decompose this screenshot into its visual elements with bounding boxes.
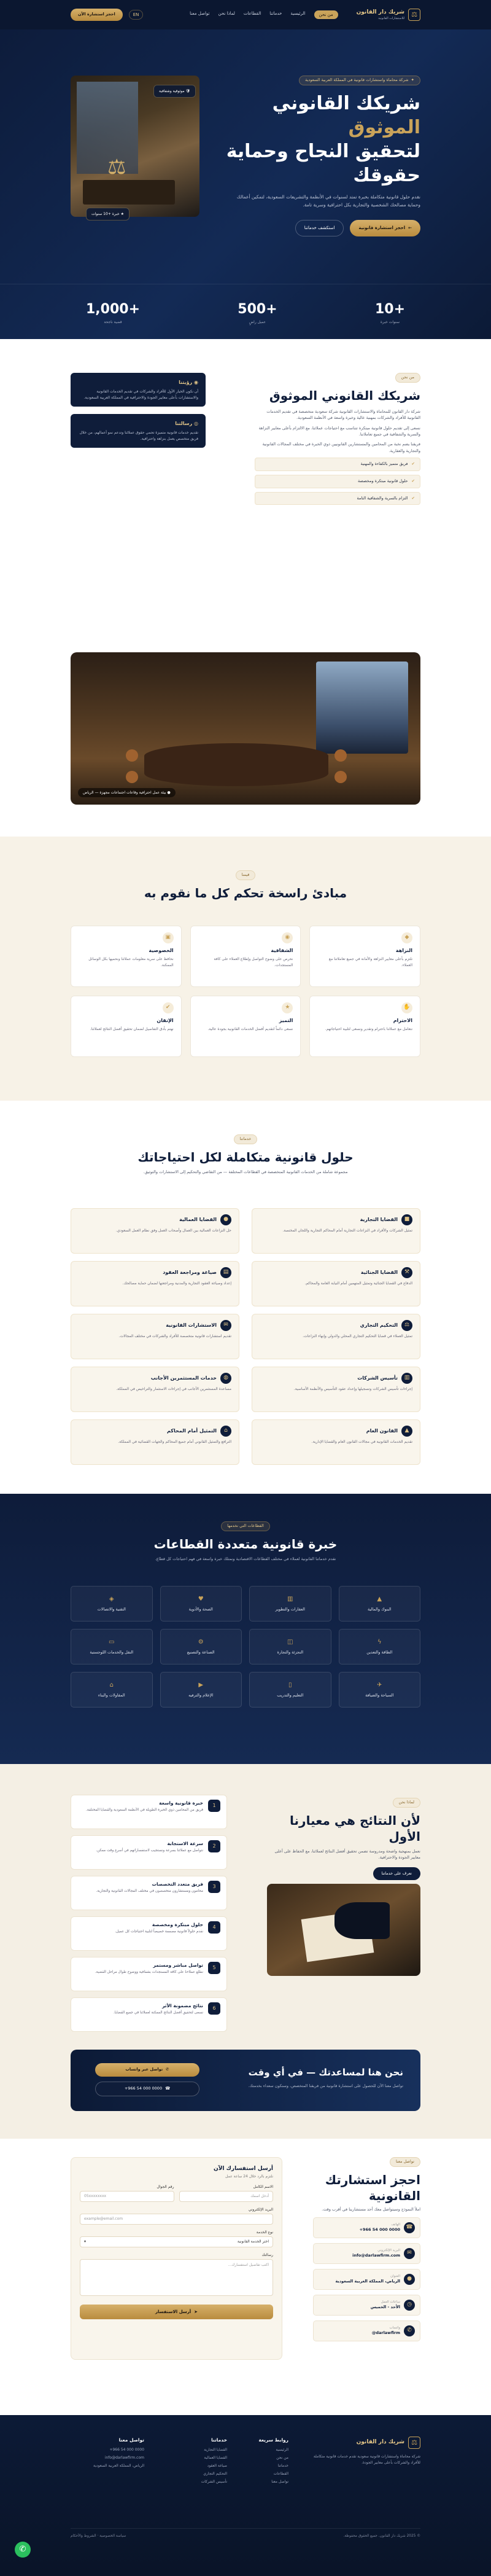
cta-section [0,2034,491,2139]
step-number: 6 [208,2002,220,2015]
whatsapp-icon: ✆ [19,2545,26,2555]
footer-link[interactable]: القضايا التجارية [204,2448,227,2453]
services-title: حلول قانونية متكاملة لكل احتياجاتك [137,1149,354,1165]
footer-link[interactable]: التحكيم التجاري [203,2472,227,2476]
nav-link-services[interactable]: خدماتنا [269,10,282,16]
step-desc: فريق من المحامين ذوي الخبرة الطويلة في الأنظمة السعودية والقضايا المختلفة. [86,1808,203,1813]
hero-section [0,29,491,339]
stat-label: سنوات خبرة [380,319,400,324]
mail-icon: ✉ [404,2248,415,2259]
sector-card [249,1586,331,1622]
whatsapp-float-button[interactable] [15,2542,31,2558]
footer-col-title: تواصل معنا [118,2437,144,2443]
book-icon: ▯ [288,1682,292,1689]
email-input[interactable]: example@email.com [80,2214,273,2225]
vision-text: أن نكون الخيار الأول للأفراد والشركات في تقديم الخدمات القانونية والاستشارات بأعلى معايير الجودة والاحترافية في المملكة العربية السعودية. [83,389,198,400]
brand-tagline: للاستشارات القانونية [378,17,404,20]
principle-title: التميز [279,1018,293,1023]
principles-grid [71,926,420,1057]
service-desc: تمثيل الشركات والأفراد في النزاعات التجارية أمام المحاكم التجارية واللجان المختصة. [282,1228,412,1233]
step-title: سرعة الاستجابة [167,1841,203,1846]
eye-icon: ◉ [194,380,198,385]
stats-row [0,284,491,339]
nav-links [190,10,338,20]
landmark-icon: ▲ [401,1426,412,1437]
check-circle-icon: ✔ [163,1002,174,1013]
clock-icon: ◷ [404,2300,415,2311]
explore-services-button[interactable]: استكشف خدماتنا [295,220,344,236]
service-card[interactable] [252,1314,420,1359]
principle-desc: نسعى دائماً لتقديم أفضل الخدمات القانونية بجودة عالية. [207,1027,293,1031]
sector-card [339,1629,421,1665]
step-number: 2 [208,1840,220,1852]
sector-label: الصناعة والتصنيع [187,1650,215,1655]
check-item [255,475,420,488]
check-text: حلول قانونية مبتكرة ومخصصة [358,478,408,483]
service-card[interactable] [71,1367,239,1412]
whatsapp-icon: ✆ [166,2067,169,2072]
call-button-label: +966 54 000 0000 [124,2085,163,2091]
principles-section [0,837,491,1101]
footer-link[interactable]: صياغة العقود [207,2464,227,2469]
sector-card [160,1672,242,1708]
info-key: العنوان [390,2274,400,2279]
footer-bottom-bar [71,2528,420,2539]
contact-info-phone[interactable] [313,2217,420,2238]
star-icon: ★ [282,1002,293,1013]
step-number: 1 [208,1800,220,1812]
sector-label: العقارات والتطوير [275,1607,305,1612]
brand-name: شريك دار القانون [356,9,404,15]
sectors-section [0,1494,491,1764]
boardroom-image [71,652,420,805]
phone-label: رقم الجوال [157,2184,174,2189]
footer-link[interactable]: القضايا العمالية [204,2456,227,2461]
contact-info-email[interactable] [313,2243,420,2264]
building-icon: ▥ [401,1373,412,1384]
step-desc: نسعى لتحقيق أفضل النتائج الممكنة لعملائنا في جميع القضايا. [113,2011,203,2015]
hero-title-part-1: شريكك القانوني [272,92,420,114]
principle-desc: نتعامل مع عملائنا باحترام وتقدير ونسعى لتلبية احتياجاتهم. [325,1027,412,1031]
step-title: خبرة قانونية واسعة [159,1800,203,1806]
footer-link[interactable]: خدماتنا [277,2464,288,2469]
step-item [71,1957,227,1991]
service-title: التمثيل أمام المحاكم [167,1428,217,1434]
step-number: 5 [208,1962,220,1974]
about-paragraph-1: شركة دار القانون للمحاماة والاستشارات القانونية شركة سعودية متخصصة في تقديم الخدمات القانونية للأفراد والشركات بمهنية عالية وخبرة واسعة في الأنظمة السعودية. [266,408,420,421]
brand-logo[interactable] [357,9,420,21]
principle-title: الاحترام [393,1018,412,1023]
cta-banner [71,2050,420,2111]
step-item [71,1876,227,1910]
principle-desc: نهتم بأدق التفاصيل لضمان تحقيق أفضل النتائج لعملائنا. [90,1027,174,1031]
chip-icon: ◈ [109,1596,114,1603]
contact-info-address [313,2269,420,2290]
location-pin-icon: ● [404,2274,415,2285]
lock-icon: ▣ [163,932,174,943]
stat-label: عميل راضٍ [249,319,266,324]
copyright: © 2025 شريك دار القانون. جميع الحقوق محفوظة. [343,2534,420,2539]
cart-icon: ◫ [287,1639,293,1646]
building-icon: ▥ [287,1596,293,1603]
footer-services [172,2437,227,2487]
principle-card [71,996,182,1057]
principle-card [309,926,420,987]
hero-pill [299,76,420,85]
sector-label: البنوك والمالية [367,1607,392,1612]
step-item [71,1997,227,2032]
principle-card [190,996,301,1057]
stat-item [86,299,140,325]
service-card[interactable] [71,1208,239,1254]
book-consultation-button[interactable] [350,220,420,236]
email-label: البريد الإلكتروني [248,2207,273,2212]
sectors-subtitle: نقدم خدماتنا القانونية لعملاء في مختلف القطاعات الاقتصادية ونمتلك خبرة واسعة في فهم احتياجات كل قطاع. [155,1556,336,1561]
phone-input[interactable]: 05xxxxxxxx [80,2191,174,2202]
mission-text: تقديم خدمات قانونية متميزة تحمي حقوق عملائنا وتدعم نمو أعمالهم، من خلال فريق متخصص يعمل بنزاهة واحترافية. [79,431,198,441]
vision-card [71,373,206,407]
service-card[interactable] [252,1208,420,1254]
briefcase-icon: ■ [401,1214,412,1225]
contact-info-whatsapp[interactable] [313,2320,420,2341]
info-value: الأحد - الخميس [370,2305,400,2310]
service-title: خدمات المستثمرين الأجانب [150,1375,217,1381]
scales-icon: ⚖ [408,2437,420,2449]
service-desc: مساعدة المستثمرين الأجانب في إجراءات الاستثمار والتراخيص في المملكة. [116,1387,231,1391]
service-card[interactable] [252,1419,420,1465]
services-grid [71,1208,420,1465]
principle-card [71,926,182,987]
services-subtitle: مجموعة شاملة من الخدمات القانونية المتخصصة في القطاعات المختلفة — من التقاضي والتحكيم إلى الاستشارات والتوثيق. [143,1169,348,1174]
check-item [255,492,420,505]
legal-links[interactable]: سياسة الخصوصية · الشروط والأحكام [71,2534,126,2539]
footer [0,2415,491,2576]
cta-description: تواصل معنا الآن للحصول على استشارة قانونية من فريقنا المتخصص، وسنكون سعداء بخدمتك. [248,2083,403,2088]
trust-badge-text: موثوقية وشفافية [159,89,185,93]
principle-title: الإتقان [157,1018,174,1023]
nav-link-contact[interactable]: تواصل معنا [190,10,210,16]
send-icon: ➤ [194,2309,198,2314]
scales-icon: ⚖ [401,1320,412,1331]
stat-number: +500 [238,301,277,317]
step-item [71,1795,227,1829]
step-title: فريق متعدد التخصصات [152,1881,203,1887]
footer-contact-item: الرياض، المملكة العربية السعودية [93,2464,144,2469]
scales-of-justice-icon: ⚖ [107,155,126,179]
service-card[interactable] [71,1261,239,1306]
boardroom-section [0,646,491,837]
film-icon: ▶ [198,1682,204,1689]
trust-badge [153,85,196,98]
info-key: ساعات العمل [381,2300,400,2305]
top-navbar [0,0,491,29]
about-pill: من نحن [395,373,420,383]
stat-item [238,299,277,325]
phone-icon: ☎ [404,2222,415,2233]
truck-icon: ▭ [109,1639,115,1646]
principles-pill: قيمنا [236,870,256,880]
sector-label: المقاولات والبناء [98,1693,125,1698]
nav-link-why[interactable]: لماذا نحن [218,10,235,16]
arrow-left-icon: ← [408,225,412,231]
users-icon: ● [220,1214,231,1225]
stat-label: قضية ناجحة [104,319,122,324]
learn-services-button[interactable]: تعرف على خدماتنا [373,1867,421,1881]
scales-icon: ⚖ [408,9,420,21]
signing-document-image [267,1884,420,1976]
principle-desc: نحافظ على سرية معلومات عملائنا ونحميها بكل الوسائل الممكنة. [88,957,174,967]
hero-description: نقدم حلول قانونية متكاملة بخبرة تمتد لسنوات في الأنظمة والتشريعات السعودية، لتمكين أعمالك وحماية مصالحك الشخصية والتجارية بكل احترافية وسرية تامة. [236,193,420,208]
step-item [71,1916,227,1951]
court-icon: ⌂ [220,1426,231,1437]
step-title: تواصل مباشر ومستمر [153,1962,203,1968]
sector-card [71,1586,153,1622]
chevron-down-icon: ▾ [84,2239,87,2244]
submit-button[interactable] [80,2305,273,2320]
contact-description: املأ النموذج وسيتواصل معك أحد مستشارينا في أقرب وقت. [322,2206,420,2212]
check-icon: ✔ [411,461,415,467]
eye-icon: ◉ [282,932,293,943]
principle-title: الشفافية [271,948,293,953]
info-key: الهاتف [391,2223,400,2227]
message-label: رسالتك [261,2252,273,2257]
service-select-value: اختر الخدمة القانونية [237,2239,269,2244]
check-icon: ✔ [411,478,415,483]
whatsapp-icon: ✆ [404,2325,415,2336]
check-item [255,458,420,471]
step-title: نتائج مضمونة الأثر [162,2003,203,2008]
service-title: تأسيس الشركات [357,1375,398,1381]
service-card[interactable] [252,1261,420,1306]
principle-title: الخصوصية [149,948,174,953]
footer-brand-name: شريك دار القانون [356,2439,404,2446]
globe-icon: ◍ [220,1373,231,1384]
info-key: واتساب [389,2326,400,2330]
sector-label: السياحة والضيافة [365,1693,394,1698]
award-icon: ★ [120,212,125,216]
service-title: القضايا الجنائية [360,1270,398,1275]
cta-title: نحن هنا لمساعدتك — في أي وقت [248,2067,403,2078]
about-paragraph-3: فريقنا يضم نخبة من المحامين والمستشارين القانونيين ذوي الخبرة في مختلف المجالات القانونية والتجارية والعقارية. [262,442,420,453]
sector-label: التجزئة والتجارة [277,1650,303,1655]
whatsapp-button[interactable] [95,2063,199,2077]
service-card[interactable] [252,1367,420,1412]
check-icon: ✔ [411,495,415,501]
service-desc: تمثيل العملاء في قضايا التحكيم التجاري المحلي والدولي وإنهاء النزاعات. [303,1334,412,1338]
step-desc: نتواصل مع عملائنا بسرعة ونستجيب لاستفساراتهم في أسرع وقت ممكن. [96,1849,203,1853]
service-card[interactable] [71,1314,239,1359]
services-section [0,1101,491,1494]
sector-card [249,1672,331,1708]
vision-title: رؤيتنا [179,380,193,385]
whatsapp-button-label: تواصل عبر واتساب [125,2067,163,2072]
name-label: الاسم الكامل [253,2184,273,2189]
service-desc: تقديم استشارات قانونية متخصصة للأفراد والشركات في مختلف المجالات. [118,1334,231,1338]
footer-contact-item[interactable]: +966 54 000 0000 [109,2448,144,2453]
footer-brand-description: شركة محاماة واستشارات قانونية سعودية تقدم خدمات قانونية متكاملة للأفراد والشركات بأعلى معايير الجودة. [313,2454,420,2465]
sector-card [339,1672,421,1708]
nav-link-about[interactable]: من نحن [314,10,338,20]
form-title: أرسل استفسارك الآن [214,2166,273,2172]
results-pill: لماذا نحن [393,1798,420,1808]
hero-title-highlight: الموثوق [348,116,420,138]
contact-title: احجز استشارتك القانونية [325,2172,420,2203]
location-pin-icon: ● [167,790,171,795]
footer-link[interactable]: الرئيسية [276,2448,288,2453]
service-select[interactable] [80,2236,273,2247]
name-input[interactable]: أدخل اسمك [179,2191,274,2202]
why-us-steps [71,1795,227,2038]
info-key: البريد الإلكتروني [377,2249,400,2253]
service-title: صياغة ومراجعة العقود [163,1270,217,1275]
hero-title [224,92,420,187]
step-number: 4 [208,1921,220,1934]
sector-label: الصحة والأدوية [188,1607,213,1612]
target-icon: ◎ [194,421,198,427]
info-value: +966 54 000 0000 [359,2227,400,2233]
service-desc: الترافع والتمثيل القانوني أمام جميع المحاكم والجهات القضائية في المملكة. [118,1440,231,1444]
service-title: القضايا العمالية [179,1217,217,1222]
principle-desc: نلتزم بأعلى معايير النزاهة والأمانة في جميع تعاملاتنا مع العملاء. [328,957,412,967]
step-number: 3 [208,1881,220,1893]
footer-contact [71,2437,144,2471]
principles-title: مبادئ راسخة تحكم كل ما نقوم به [144,885,347,900]
sector-card [71,1629,153,1665]
sector-label: الطاقة والتعدين [366,1650,393,1655]
step-desc: محامون ومستشارون متخصصون في مختلف المجالات القانونية والتجارية. [96,1889,203,1894]
footer-link[interactable]: تواصل معنا [271,2480,288,2484]
service-desc: إجراءات تأسيس الشركات وتسجيلها وإعداد عقود التأسيس والأنظمة الأساسية. [293,1387,412,1391]
stat-item [375,299,405,325]
chat-icon: ✉ [220,1320,231,1331]
submit-button-label: أرسل الاستفسار [155,2309,191,2314]
service-card[interactable] [71,1419,239,1465]
sectors-title: خبرة قانونية متعددة القطاعات [153,1536,338,1551]
service-title: القانون العام [366,1428,398,1434]
footer-col-title: خدماتنا [211,2437,227,2443]
heart-icon: ♥ [198,1596,204,1603]
form-subtitle: نلتزم بالرد خلال 24 ساعة عمل [225,2174,273,2179]
service-desc: حل النزاعات العمالية بين العمال وأصحاب العمل وفق نظام العمل السعودي. [115,1228,231,1233]
principle-card [190,926,301,987]
shield-icon: ◆ [401,932,412,943]
principle-desc: نحرص على وضوح التواصل وإطلاع العملاء على كافة المستجدات. [214,957,293,967]
about-paragraph-2: نسعى إلى تقديم حلول قانونية مبتكرة تتناسب مع احتياجات عملائنا، مع الالتزام بأعلى معايير النزاهة والسرية والشفافية في جميع تعاملاتنا. [258,425,420,437]
contact-info-hours [313,2295,420,2316]
consultation-form [71,2157,282,2360]
hero-pill-text: شركة محاماة واستشارات قانونية في المملكة العربية السعودية [305,77,409,82]
service-desc: إعداد وصياغة العقود التجارية والمدنية ومراجعتها لضمان حماية مصالحك. [122,1281,231,1286]
bank-icon: ▲ [377,1596,382,1603]
sector-label: النقل والخدمات اللوجستية [90,1650,134,1655]
sector-card [249,1629,331,1665]
boardroom-caption [78,788,176,797]
boardroom-caption-text: بيئة عمل احترافية وقاعات اجتماعات مجهزة — الرياض [83,790,166,795]
contact-pill: تواصل معنا [390,2157,420,2167]
service-desc: الدفاع في القضايا الجنائية وتمثيل المتهمين أمام النيابة العامة والمحاكم. [304,1281,412,1286]
hero-title-part-2: لتحقيق النجاح وحماية حقوقك [226,140,420,186]
check-text: التزام بالسرية والشفافية التامة [357,495,408,501]
services-pill: خدماتنا [234,1134,258,1144]
principle-title: النزاهة [395,948,412,953]
stat-number: +10 [374,301,405,317]
book-consultation-label: احجز استشارة قانونية [358,225,406,231]
sector-label: الإعلام والترفيه [188,1693,214,1698]
footer-col-title: روابط سريعة [258,2437,288,2443]
results-section [0,1764,491,2034]
about-title: شريكك القانوني الموثوق [269,388,420,403]
info-value: الرياض، المملكة العربية السعودية [335,2279,400,2284]
results-title: لأن النتائج هي معيارنا الأول [290,1813,420,1844]
sectors-pill: القطاعات التي نخدمها [221,1521,270,1531]
footer-link[interactable]: القطاعات [273,2472,288,2476]
results-description: نعمل بمنهجية واضحة ومدروسة تضمن تحقيق أفضل النتائج لعملائنا، مع الحفاظ على أعلى معايير الجودة والاحترافية. [274,1848,420,1860]
nav-cta-button[interactable]: احجز استشارة الآن [71,9,123,21]
bolt-icon: ϟ [377,1639,382,1646]
footer-quick-links [239,2437,288,2487]
step-title: حلول مبتكرة ومخصصة [152,1922,203,1927]
stat-number: +1,000 [86,301,141,317]
step-desc: نطلع عملاءنا على كافة المستجدات بشفافية ووضوح طوال مراحل القضية. [95,1970,203,1975]
gavel-icon: ⚒ [401,1267,412,1278]
phone-icon: ☎ [165,2085,171,2091]
footer-contact-item[interactable]: info@darlawfirm.com [104,2456,144,2461]
experience-badge-text: خبرة +10 سنوات [91,212,120,216]
sectors-grid [71,1586,420,1708]
principle-card [309,996,420,1057]
document-icon: ▤ [220,1267,231,1278]
sector-label: التعليم والتدريب [277,1693,304,1698]
footer-brand [310,2437,420,2468]
shield-icon: 🛡 [185,89,191,93]
check-text: فريق متميز بالكفاءة والمهنية [360,461,408,467]
footer-link[interactable]: من نحن [276,2456,288,2461]
footer-link[interactable]: تأسيس الشركات [201,2480,227,2484]
factory-icon: ⚙ [198,1639,204,1646]
sector-label: التقنية والاتصالات [97,1607,126,1612]
sector-card [71,1672,153,1708]
about-section [0,339,491,646]
contact-section [0,2139,491,2415]
star-icon: ✦ [411,77,414,82]
service-title: التحكيم التجاري [360,1322,398,1328]
mission-title: رسالتنا [175,421,193,427]
nav-link-sectors[interactable]: القطاعات [243,10,261,16]
info-value: info@darlawfirm.com [352,2253,400,2258]
call-button[interactable] [95,2082,199,2096]
experience-badge [86,208,130,221]
info-value: @darlawfirm [371,2330,400,2336]
service-desc: تقديم الخدمات القانونية في مجالات القانون العام والقضايا الإدارية. [311,1440,412,1444]
step-desc: نقدم حلولاً قانونية مصممة خصيصاً لتلبية احتياجات كل عميل. [115,1930,203,1934]
sector-card [339,1586,421,1622]
service-label: نوع الخدمة [256,2230,273,2234]
handshake-icon: ✋ [401,1002,412,1013]
message-textarea[interactable]: اكتب تفاصيل استفسارك... [80,2259,273,2296]
service-title: القضايا التجارية [360,1217,398,1222]
nav-link-home[interactable]: الرئيسية [290,10,306,16]
sector-card [160,1629,242,1665]
language-toggle[interactable]: EN [129,10,144,20]
mission-card [71,414,206,448]
step-item [71,1835,227,1870]
service-title: الاستشارات القانونية [166,1322,217,1328]
plane-icon: ✈ [377,1682,382,1689]
crane-icon: ⌂ [109,1682,114,1689]
sector-card [160,1586,242,1622]
